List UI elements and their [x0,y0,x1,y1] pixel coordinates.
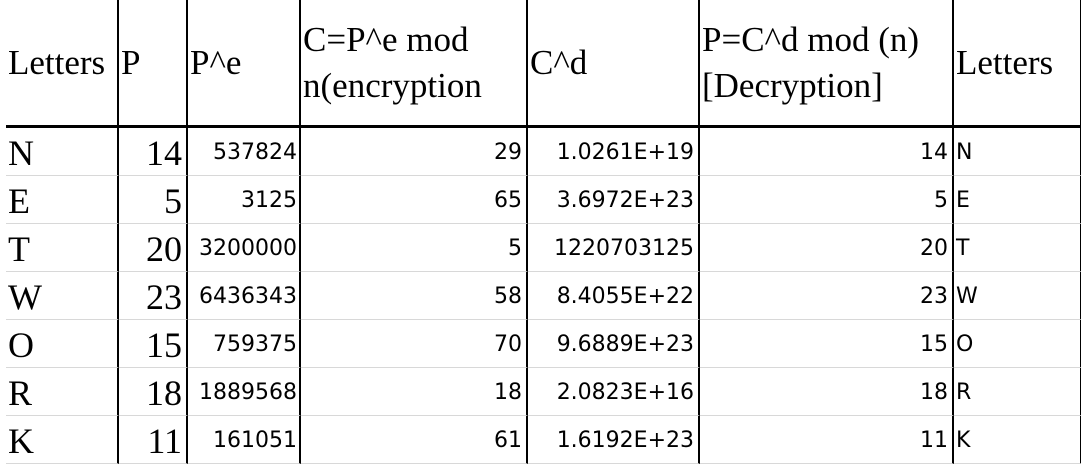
cell-letter-result[interactable]: E [954,176,1081,224]
cell-decrypted[interactable]: 23 [700,272,954,320]
cell-p[interactable]: 23 [119,272,188,320]
cell-letter[interactable]: T [6,224,119,272]
cell-p-pow-e[interactable]: 1889568 [188,368,301,416]
cell-p[interactable]: 18 [119,368,188,416]
header-p[interactable]: P [119,0,188,128]
header-letters-result[interactable]: Letters [954,0,1081,128]
cell-c-pow-d[interactable]: 9.6889E+23 [528,320,700,368]
rsa-table [6,0,1081,464]
cell-p-pow-e[interactable]: 3125 [188,176,301,224]
cell-letter[interactable]: E [6,176,119,224]
cell-decrypted[interactable]: 15 [700,320,954,368]
cell-encrypted[interactable]: 61 [301,416,528,464]
cell-encrypted[interactable]: 29 [301,128,528,176]
cell-p[interactable]: 20 [119,224,188,272]
header-p-pow-e[interactable]: P^e [188,0,301,128]
header-c-pow-d[interactable]: C^d [528,0,700,128]
cell-letter-result[interactable]: O [954,320,1081,368]
cell-p-pow-e[interactable]: 759375 [188,320,301,368]
cell-p-pow-e[interactable]: 6436343 [188,272,301,320]
cell-letter-result[interactable]: W [954,272,1081,320]
cell-p[interactable]: 15 [119,320,188,368]
cell-p[interactable]: 11 [119,416,188,464]
cell-encrypted[interactable]: 58 [301,272,528,320]
cell-letter-result[interactable]: N [954,128,1081,176]
cell-c-pow-d[interactable]: 1.0261E+19 [528,128,700,176]
header-letters[interactable]: Letters [6,0,119,128]
header-decryption[interactable]: P=C^d mod (n)[Decryption] [700,0,954,128]
cell-c-pow-d[interactable]: 1.6192E+23 [528,416,700,464]
cell-c-pow-d[interactable]: 1220703125 [528,224,700,272]
cell-encrypted[interactable]: 18 [301,368,528,416]
cell-letter[interactable]: N [6,128,119,176]
cell-encrypted[interactable]: 70 [301,320,528,368]
cell-letter-result[interactable]: R [954,368,1081,416]
cell-p[interactable]: 5 [119,176,188,224]
cell-letter[interactable]: O [6,320,119,368]
cell-decrypted[interactable]: 11 [700,416,954,464]
cell-decrypted[interactable]: 5 [700,176,954,224]
cell-p-pow-e[interactable]: 3200000 [188,224,301,272]
cell-letter[interactable]: K [6,416,119,464]
cell-letter[interactable]: W [6,272,119,320]
cell-letter[interactable]: R [6,368,119,416]
cell-c-pow-d[interactable]: 8.4055E+22 [528,272,700,320]
cell-p[interactable]: 14 [119,128,188,176]
cell-decrypted[interactable]: 14 [700,128,954,176]
cell-letter-result[interactable]: K [954,416,1081,464]
cell-p-pow-e[interactable]: 161051 [188,416,301,464]
cell-encrypted[interactable]: 65 [301,176,528,224]
cell-c-pow-d[interactable]: 3.6972E+23 [528,176,700,224]
header-encryption[interactable]: C=P^e mod n(encryption [301,0,528,128]
cell-decrypted[interactable]: 20 [700,224,954,272]
cell-c-pow-d[interactable]: 2.0823E+16 [528,368,700,416]
cell-decrypted[interactable]: 18 [700,368,954,416]
cell-p-pow-e[interactable]: 537824 [188,128,301,176]
cell-encrypted[interactable]: 5 [301,224,528,272]
cell-letter-result[interactable]: T [954,224,1081,272]
